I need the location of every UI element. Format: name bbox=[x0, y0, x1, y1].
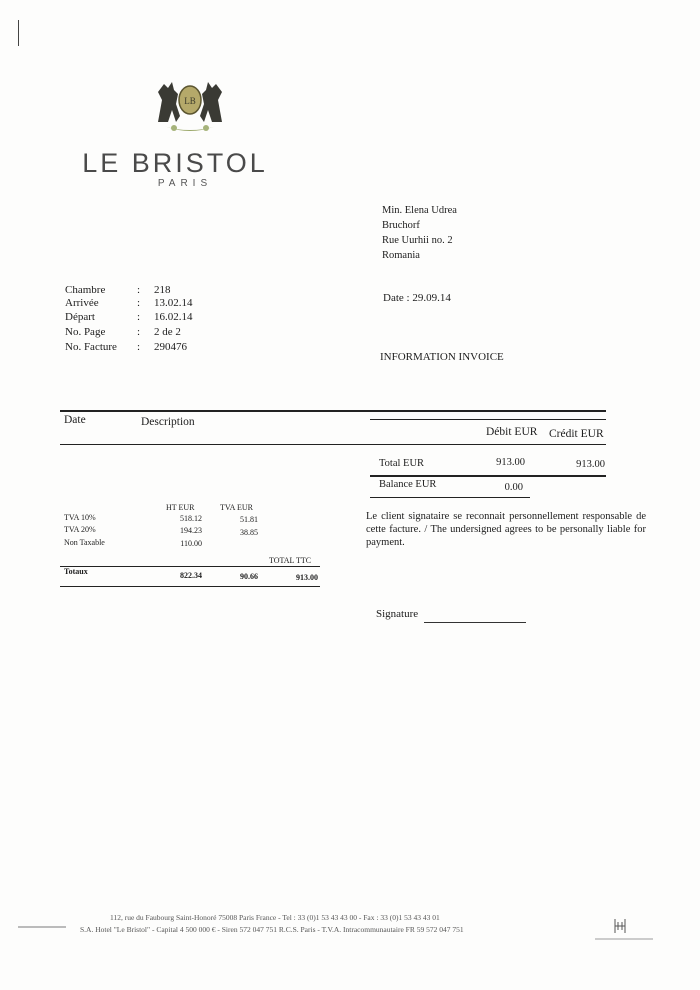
footer-monogram-icon bbox=[612, 917, 628, 935]
address-line: Rue Uurhii no. 2 bbox=[382, 235, 453, 246]
info-colon: : bbox=[137, 297, 141, 309]
column-date: Date bbox=[64, 414, 86, 426]
info-value-page: 2 de 2 bbox=[154, 326, 181, 338]
info-label-depart: Départ bbox=[65, 311, 95, 323]
balance-value: 0.00 bbox=[504, 482, 523, 493]
invoice-date: Date : 29.09.14 bbox=[383, 292, 451, 304]
table-header-bottom-rule bbox=[60, 444, 606, 445]
tax-totals-label: Totaux bbox=[64, 567, 88, 576]
total-label: Total EUR bbox=[379, 458, 425, 469]
tax-totals-ttc: 913.00 bbox=[296, 573, 318, 582]
info-label-arrivee: Arrivée bbox=[65, 297, 99, 309]
tax-row-tva: 38.85 bbox=[240, 528, 258, 537]
balance-rule bbox=[370, 497, 530, 498]
column-debit: Débit EUR bbox=[486, 426, 538, 438]
info-label-chambre: Chambre bbox=[65, 284, 106, 296]
column-description: Description bbox=[141, 416, 195, 428]
tax-row-label: Non Taxable bbox=[64, 538, 105, 547]
tax-row-label: TVA 10% bbox=[64, 513, 96, 522]
footer-legal: S.A. Hotel "Le Bristol" - Capital 4 500 000 € - Siren 572 047 751 R.C.S. Paris - T.V.A. Intracommunautaire FR 59 572 047 751 bbox=[80, 925, 464, 934]
tax-bottom-rule bbox=[60, 586, 320, 587]
column-credit: Crédit EUR bbox=[549, 428, 604, 440]
balance-label: Balance EUR bbox=[379, 479, 437, 490]
info-colon: : bbox=[137, 341, 141, 353]
header-sub-rule bbox=[370, 419, 606, 420]
info-value-arrivee: 13.02.14 bbox=[154, 297, 193, 309]
info-value-chambre: 218 bbox=[154, 284, 171, 296]
signature-label: Signature bbox=[376, 608, 419, 620]
address-line: Bruchorf bbox=[382, 220, 420, 231]
brand-city: PARIS bbox=[157, 178, 213, 189]
tax-totals-ht: 822.34 bbox=[180, 571, 202, 580]
tax-header-ttc: TOTAL TTC bbox=[269, 556, 312, 565]
liability-disclaimer: Le client signataire se reconnait personnellement responsable de cette facture. / The undersigned agrees to be personally liable for payment. bbox=[366, 511, 646, 548]
tax-row-tva: 51.81 bbox=[240, 515, 258, 524]
recipient-address bbox=[382, 203, 457, 263]
info-colon: : bbox=[137, 284, 141, 296]
info-colon: : bbox=[137, 326, 141, 338]
info-label-page: No. Page bbox=[65, 326, 106, 338]
info-colon: : bbox=[137, 311, 141, 323]
info-label-facture: No. Facture bbox=[65, 341, 117, 353]
tax-row-ht: 110.00 bbox=[180, 539, 202, 548]
total-credit: 913.00 bbox=[576, 459, 605, 470]
page-edge-mark bbox=[18, 20, 19, 46]
tax-row-ht: 194.23 bbox=[180, 526, 202, 535]
table-top-rule bbox=[60, 410, 606, 412]
footer-left-mark bbox=[18, 926, 66, 928]
address-line: Min. Elena Udrea bbox=[382, 205, 457, 216]
signature-line bbox=[424, 622, 526, 623]
brand-name: LE BRISTOL bbox=[82, 148, 268, 178]
svg-text:LB: LB bbox=[184, 96, 196, 106]
total-debit: 913.00 bbox=[496, 457, 525, 468]
tax-totals-rule bbox=[60, 566, 320, 567]
info-value-depart: 16.02.14 bbox=[154, 311, 193, 323]
tax-header-tva: TVA EUR bbox=[220, 503, 253, 512]
invoice-title: INFORMATION INVOICE bbox=[380, 351, 504, 363]
info-value-facture: 290476 bbox=[154, 341, 187, 353]
tax-header-ht: HT EUR bbox=[166, 503, 195, 512]
tax-row-ht: 518.12 bbox=[180, 514, 202, 523]
address-line: Romania bbox=[382, 250, 420, 261]
footer-right-mark bbox=[595, 938, 653, 940]
footer-address: 112, rue du Faubourg Saint-Honoré 75008 Paris France - Tel : 33 (0)1 53 43 43 00 - Fax : 33 (0)1 53 43 43 01 bbox=[110, 913, 440, 922]
le-bristol-crest-logo bbox=[150, 70, 230, 138]
tax-row-label: TVA 20% bbox=[64, 525, 96, 534]
total-rule bbox=[370, 475, 606, 477]
tax-totals-tva: 90.66 bbox=[240, 572, 258, 581]
